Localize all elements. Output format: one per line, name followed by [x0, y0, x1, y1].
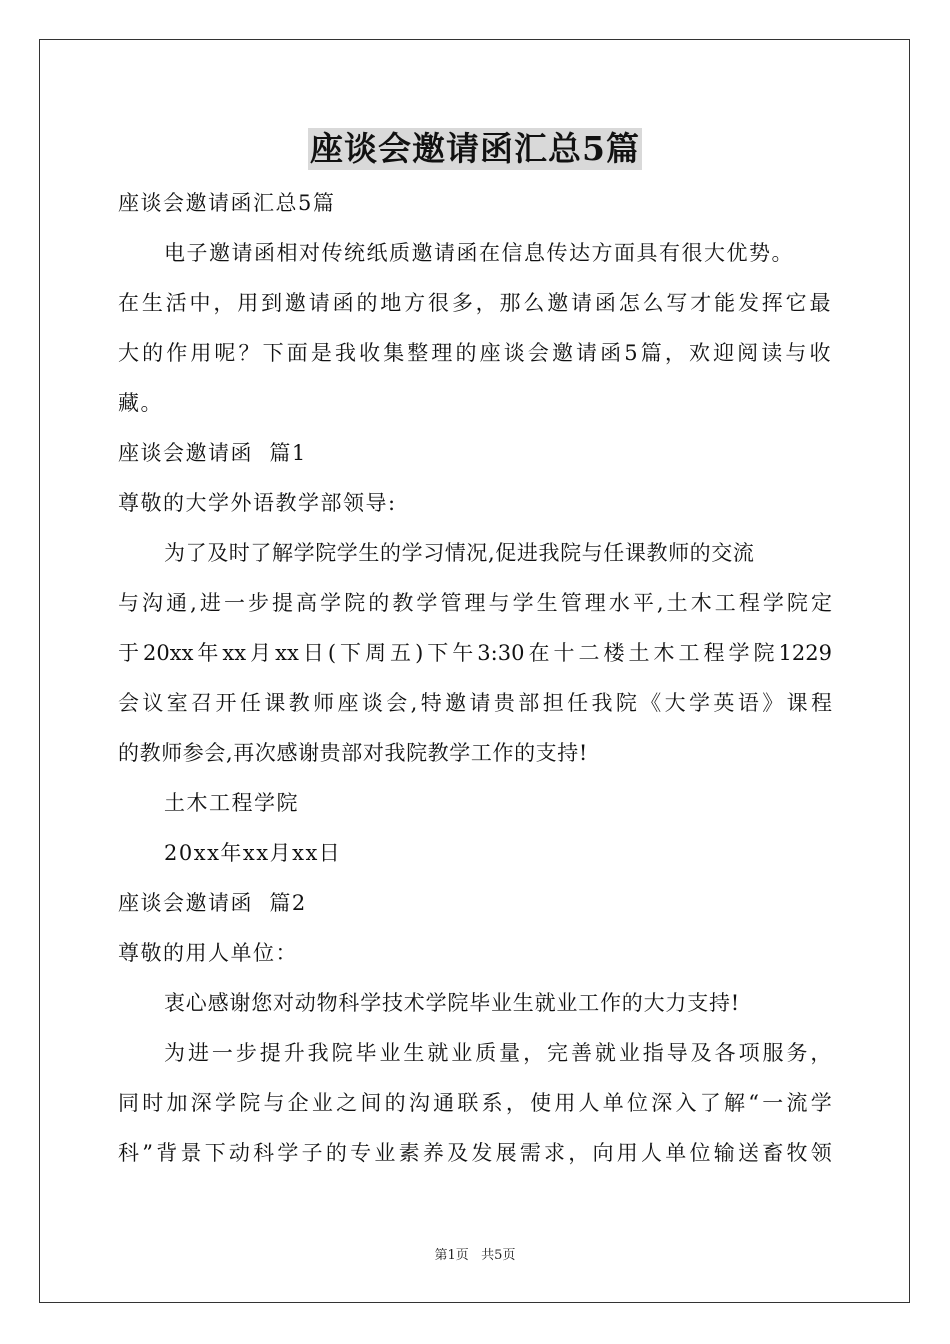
section-heading: 座谈会邀请函 篇1 — [118, 441, 307, 465]
intro-paragraph-line: 在生活中，用到邀请函的地方很多，那么邀请函怎么写才能发挥它最 — [118, 291, 832, 315]
salutation: 尊敬的用人单位： — [118, 941, 298, 965]
letter-paragraph-line: 的教师参会,再次感谢贵部对我院教学工作的支持! — [118, 741, 588, 765]
letter-paragraph-line: 会议室召开任课教师座谈会,特邀请贵部担任我院《大学英语》课程 — [118, 691, 832, 715]
letter-paragraph-line: 为进一步提升我院毕业生就业质量，完善就业指导及各项服务， — [164, 1041, 832, 1065]
page-footer — [0, 1244, 950, 1263]
letter-paragraph-line: 为了及时了解学院学生的学习情况,促进我院与任课教师的交流 — [164, 541, 755, 565]
section-heading: 座谈会邀请函 篇2 — [118, 891, 307, 915]
intro-paragraph-line: 电子邀请函相对传统纸质邀请函在信息传达方面具有很大优势。 — [164, 241, 794, 265]
subtitle-line: 座谈会邀请函汇总5篇 — [118, 191, 336, 215]
page-number: 第1页 共5页 — [434, 1248, 516, 1263]
letter-paragraph-line: 衷心感谢您对动物科学技术学院毕业生就业工作的大力支持! — [164, 991, 741, 1015]
letter-paragraph-line: 于20xx年xx月xx日(下周五)下午3:30在十二楼土木工程学院1229 — [118, 641, 832, 665]
intro-paragraph-line: 大的作用呢？下面是我收集整理的座谈会邀请函5篇，欢迎阅读与收 — [118, 341, 832, 365]
sender-name: 土木工程学院 — [164, 791, 299, 815]
document-body — [118, 178, 832, 1178]
document-title: 座谈会邀请函汇总5篇 — [310, 129, 640, 168]
intro-paragraph-line: 藏。 — [118, 391, 163, 415]
letter-paragraph-line: 同时加深学院与企业之间的沟通联系，使用人单位深入了解“一流学 — [118, 1091, 832, 1115]
salutation: 尊敬的大学外语教学部领导: — [118, 491, 397, 515]
letter-date: 20xx年xx月xx日 — [164, 841, 342, 865]
letter-paragraph-line: 与沟通,进一步提高学院的教学管理与学生管理水平,土木工程学院定 — [118, 591, 832, 615]
title-container — [0, 128, 950, 170]
letter-paragraph-line: 科”背景下动科学子的专业素养及发展需求，向用人单位输送畜牧领 — [118, 1141, 832, 1165]
